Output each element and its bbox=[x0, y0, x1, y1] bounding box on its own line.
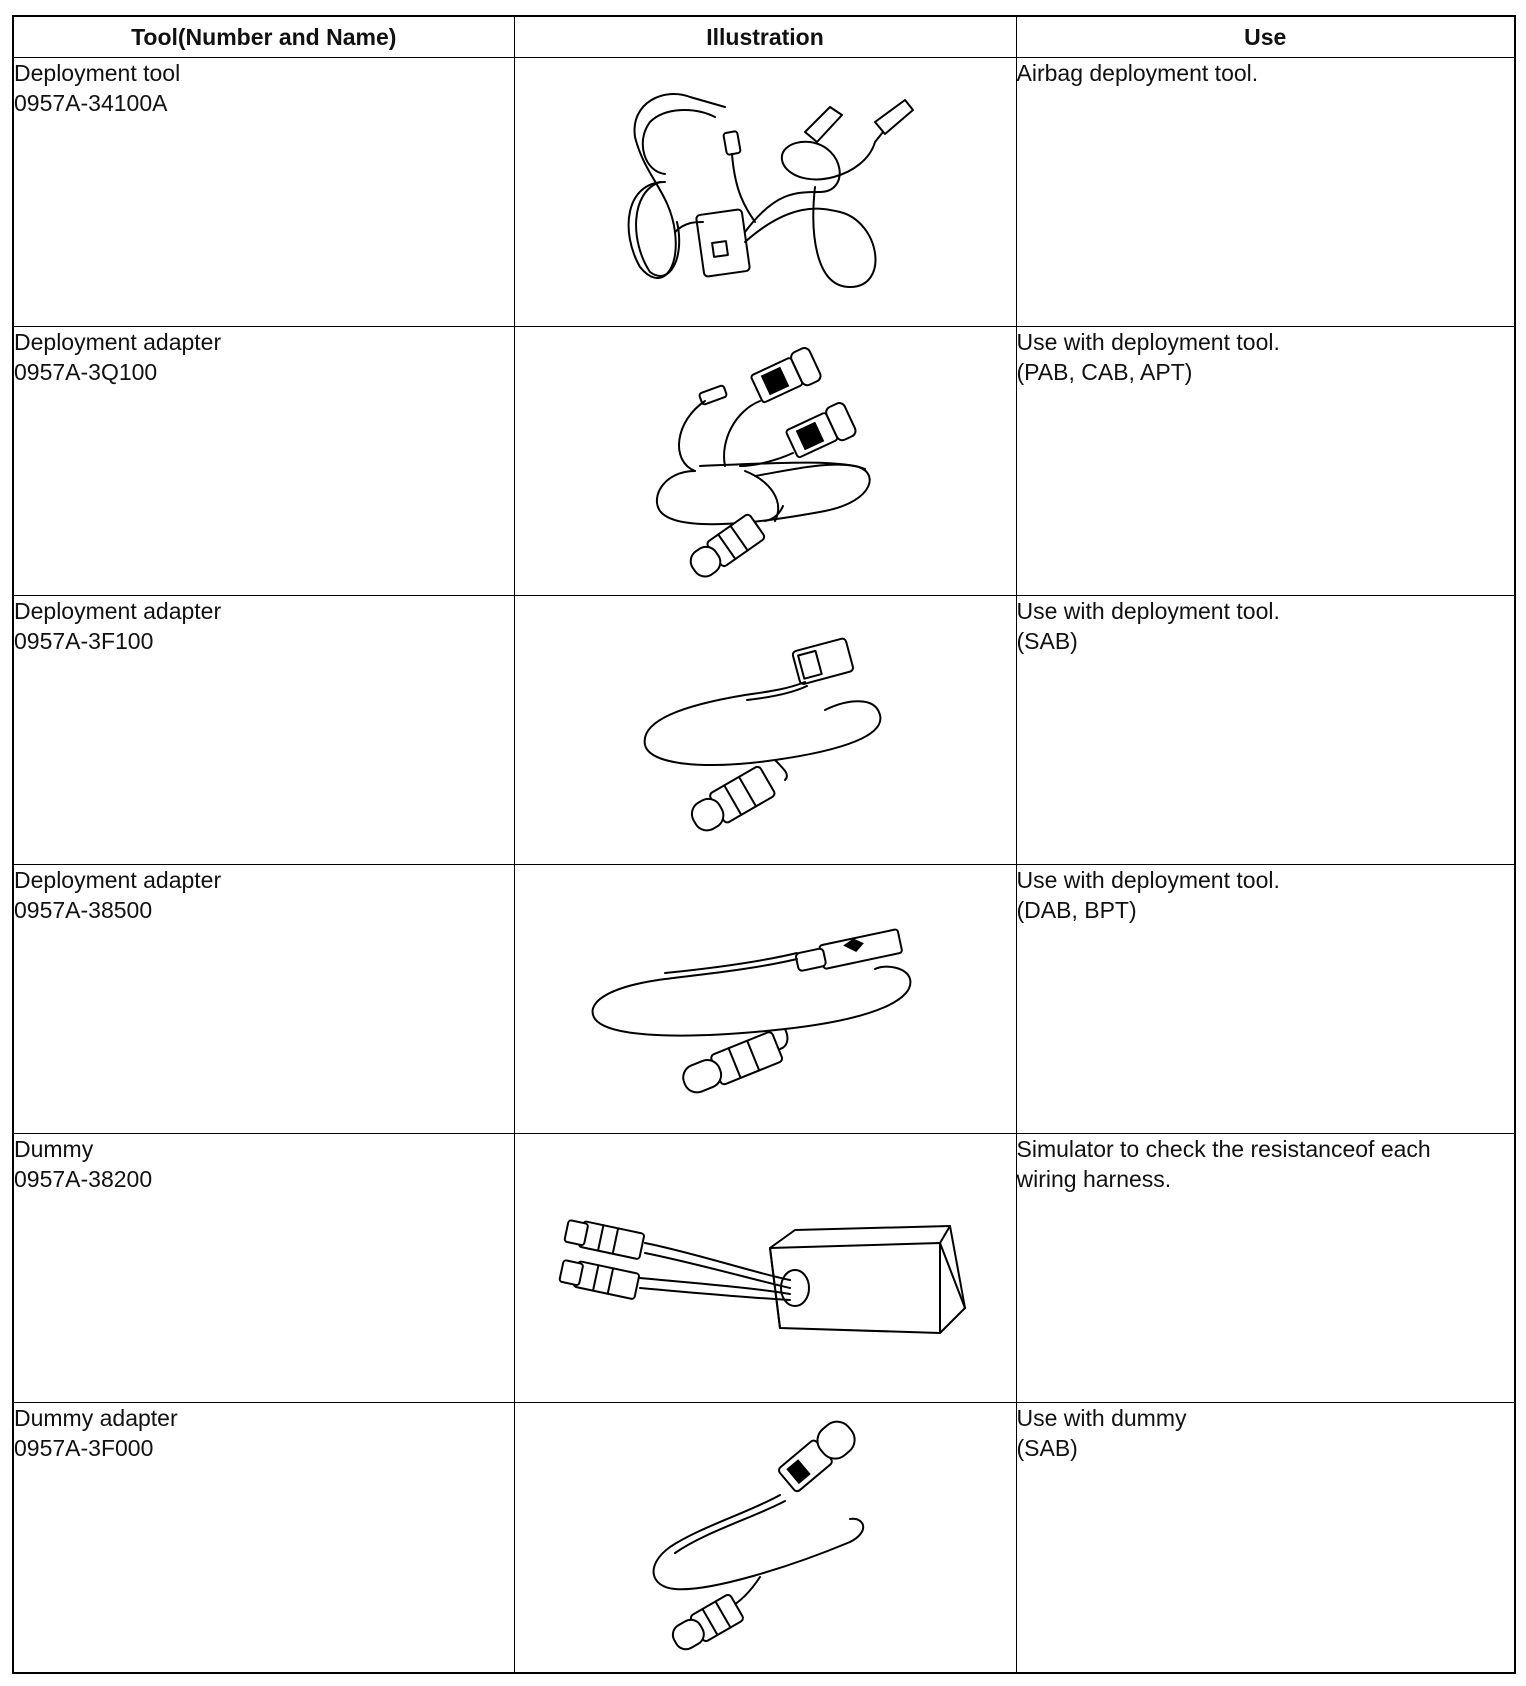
table-row bbox=[13, 865, 1515, 1134]
illustration-cell bbox=[514, 1403, 1016, 1673]
tool-name: Deployment adapter bbox=[14, 329, 222, 355]
tool-cell bbox=[13, 1403, 514, 1673]
use-line: (SAB) bbox=[1016, 1435, 1078, 1461]
tool-number: 0957A-3F100 bbox=[14, 628, 154, 654]
use-cell bbox=[1016, 58, 1515, 327]
table-row bbox=[13, 596, 1515, 865]
use-line: Use with dummy bbox=[1016, 1405, 1187, 1431]
illustration-cell bbox=[514, 596, 1016, 865]
header-illustration: Illustration bbox=[514, 16, 1016, 58]
deployment-adapter-3f100-icon bbox=[625, 620, 905, 840]
tool-cell bbox=[13, 596, 514, 865]
use-line: Use with deployment tool. bbox=[1016, 329, 1280, 355]
illustration-cell bbox=[514, 865, 1016, 1134]
deployment-adapter-3q100-icon bbox=[625, 341, 905, 581]
use-line: (SAB) bbox=[1016, 628, 1078, 654]
tool-cell bbox=[13, 865, 514, 1134]
use-cell bbox=[1016, 865, 1515, 1134]
use-line: (DAB, BPT) bbox=[1016, 897, 1137, 923]
tool-cell bbox=[13, 58, 514, 327]
tool-name: Deployment adapter bbox=[14, 867, 222, 893]
illustration-cell bbox=[514, 327, 1016, 596]
dummy-adapter-icon bbox=[640, 1417, 890, 1657]
header-tool: Tool(Number and Name) bbox=[13, 16, 514, 58]
table-row bbox=[13, 327, 1515, 596]
header-use: Use bbox=[1016, 16, 1515, 58]
deployment-tool-icon bbox=[605, 82, 925, 302]
table-row bbox=[13, 1403, 1515, 1673]
illustration-cell bbox=[514, 1134, 1016, 1403]
header-row bbox=[13, 16, 1515, 58]
tool-name: Dummy bbox=[14, 1136, 94, 1162]
use-line: Simulator to check the resistanceof each bbox=[1016, 1136, 1431, 1162]
tool-cell bbox=[13, 327, 514, 596]
use-line: Use with deployment tool. bbox=[1016, 598, 1280, 624]
use-line: wiring harness. bbox=[1016, 1166, 1172, 1192]
use-cell bbox=[1016, 327, 1515, 596]
tool-number: 0957A-3Q100 bbox=[14, 359, 158, 385]
tool-name: Deployment adapter bbox=[14, 598, 222, 624]
table-row bbox=[13, 58, 1515, 327]
illustration-cell bbox=[514, 58, 1016, 327]
use-cell bbox=[1016, 596, 1515, 865]
tool-number: 0957A-34100A bbox=[14, 90, 168, 116]
special-tools-table bbox=[12, 15, 1516, 1674]
table-row bbox=[13, 1134, 1515, 1403]
use-line: Airbag deployment tool. bbox=[1016, 60, 1259, 86]
tool-number: 0957A-38200 bbox=[14, 1166, 153, 1192]
use-line: (PAB, CAB, APT) bbox=[1016, 359, 1193, 385]
tool-number: 0957A-3F000 bbox=[14, 1435, 154, 1461]
tool-number: 0957A-38500 bbox=[14, 897, 153, 923]
use-cell bbox=[1016, 1403, 1515, 1673]
use-line: Use with deployment tool. bbox=[1016, 867, 1280, 893]
deployment-adapter-38500-icon bbox=[585, 899, 945, 1099]
tool-cell bbox=[13, 1134, 514, 1403]
dummy-icon bbox=[555, 1188, 975, 1348]
tool-name: Deployment tool bbox=[14, 60, 181, 86]
use-cell bbox=[1016, 1134, 1515, 1403]
tool-name: Dummy adapter bbox=[14, 1405, 178, 1431]
